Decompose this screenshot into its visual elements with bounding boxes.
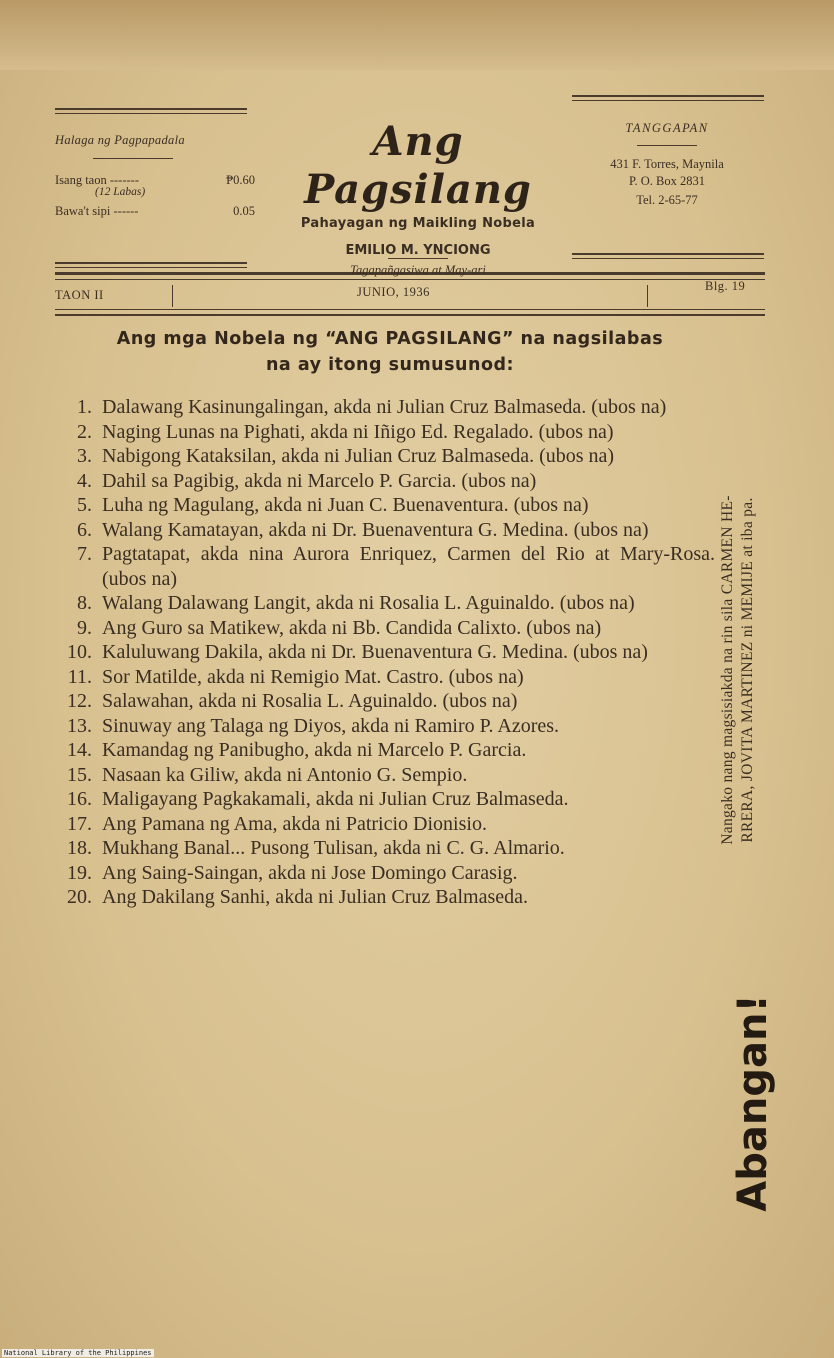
- issue-year: TAON II: [55, 288, 104, 302]
- header-rule-left-bottom: [55, 262, 247, 264]
- item-text: Ang Saing-Saingan, akda ni Jose Domingo Carasig.: [102, 861, 518, 884]
- list-item: [55, 640, 715, 665]
- library-credit: National Library of the Philippines: [4, 1349, 152, 1357]
- side-note-line-1: Nangako nang magsisiakda na rin sila CARMEN HE-: [719, 495, 736, 845]
- item-text: Walang Dalawang Langit, akda ni Rosalia L. Aguinaldo. (ubos na): [102, 592, 635, 614]
- item-number: 2.: [77, 420, 92, 443]
- list-item: [55, 493, 715, 518]
- office-block: [572, 121, 762, 209]
- list-item: [55, 763, 715, 788]
- item-text: Maligayang Pagkakamali, akda ni Julian Cruz Balmaseda.: [102, 788, 569, 810]
- issue-date: JUNIO, 1936: [357, 285, 430, 299]
- item-number: 4.: [77, 469, 92, 492]
- list-item: [55, 469, 715, 494]
- item-text: Sinuway ang Talaga ng Diyos, akda ni Ramiro P. Azores.: [102, 714, 560, 737]
- item-number: 13.: [67, 714, 92, 737]
- list-item: [55, 714, 715, 739]
- pricing-divider: [93, 158, 173, 159]
- header-rule-left-top-2: [55, 113, 247, 114]
- masthead-editor-role: Tagapañgasiwa at May-ari: [350, 263, 486, 277]
- list-item: [55, 444, 715, 469]
- list-item: [55, 787, 715, 812]
- list-heading-line-1: Ang mga Nobela ng “ANG PAGSILANG” na nagsilabas: [116, 329, 664, 349]
- item-number: 10.: [67, 641, 92, 663]
- item-text: Mukhang Banal... Pusong Tulisan, akda ni C. G. Almario.: [102, 837, 565, 859]
- novel-list: [55, 395, 715, 910]
- office-phone: Tel. 2-65-77: [636, 193, 698, 207]
- issue-separator: [647, 285, 648, 307]
- masthead-title: Ang Pagsilang: [304, 118, 532, 213]
- item-text: Ang Dakilang Sanhi, akda ni Julian Cruz Balmaseda.: [102, 886, 529, 908]
- header-rule-left-bottom-2: [55, 267, 247, 268]
- item-text: Pagtatapat, akda nina Aurora Enriquez, Carmen del Rio at Mary-Rosa. (ubos na): [102, 543, 715, 590]
- header-rule-right-bottom: [572, 253, 764, 255]
- item-number: 3.: [77, 445, 92, 467]
- list-item: [55, 812, 715, 837]
- header-rule-left-top: [55, 108, 247, 110]
- header-rule-right-top: [572, 95, 764, 97]
- item-text: Nasaan ka Giliw, akda ni Antonio G. Sempio.: [102, 763, 468, 786]
- list-item: [55, 591, 715, 616]
- issue-rule-bottom-2: [55, 314, 765, 316]
- side-note-line-2: RRERA, JOVITA MARTINEZ ni MEMIJE at iba pa.: [739, 497, 756, 843]
- issue-separator: [172, 285, 173, 307]
- price-row-copy: [55, 204, 255, 219]
- masthead-divider: [388, 258, 448, 259]
- item-number: 6.: [77, 518, 92, 541]
- office-title: TANGGAPAN: [625, 121, 709, 135]
- abangan-banner: Abangan!: [730, 994, 776, 1212]
- item-number: 12.: [67, 690, 92, 712]
- item-text: Walang Kamatayan, akda ni Dr. Buenaventura G. Medina. (ubos na): [102, 518, 649, 541]
- item-number: 18.: [67, 837, 92, 859]
- item-number: 20.: [67, 886, 92, 908]
- list-item: [55, 738, 715, 763]
- masthead: [258, 118, 578, 278]
- item-text: Luha ng Magulang, akda ni Juan C. Buenaventura. (ubos na): [102, 494, 589, 516]
- item-text: Ang Pamana ng Ama, akda ni Patricio Dionisio.: [102, 812, 487, 835]
- item-text: Sor Matilde, akda ni Remigio Mat. Castro. (ubos na): [102, 665, 524, 688]
- price-label: Isang taon -------: [55, 173, 139, 187]
- list-item: [55, 542, 715, 591]
- list-item: [55, 518, 715, 543]
- price-value: 0.05: [233, 204, 255, 218]
- issue-rule-top-2: [55, 279, 765, 280]
- item-number: 5.: [77, 494, 92, 516]
- item-number: 7.: [77, 543, 92, 565]
- item-number: 17.: [67, 812, 92, 835]
- item-text: Nabigong Kataksilan, akda ni Julian Cruz Balmaseda. (ubos na): [102, 445, 615, 467]
- list-item: [55, 836, 715, 861]
- side-note: [718, 400, 762, 940]
- item-text: Dalawang Kasinungalingan, akda ni Julian Cruz Balmaseda. (ubos na): [102, 396, 667, 418]
- page-top-edge: [0, 0, 834, 70]
- list-item: [55, 665, 715, 690]
- price-label: Bawa't sipi ------: [55, 204, 139, 218]
- item-text: Ang Guro sa Matikew, akda ni Bb. Candida Calixto. (ubos na): [102, 616, 602, 639]
- list-heading: [40, 326, 740, 378]
- list-item: [55, 885, 715, 910]
- item-text: Salawahan, akda ni Rosalia L. Aguinaldo. (ubos na): [102, 690, 518, 712]
- item-number: 1.: [77, 396, 92, 418]
- list-item: [55, 395, 715, 420]
- price-value: ₱0.60: [226, 173, 255, 187]
- list-item: [55, 616, 715, 641]
- issue-number: Blg. 19: [705, 279, 746, 293]
- list-heading-line-2: na ay itong sumusunod:: [265, 355, 515, 375]
- header-rule-right-bottom-2: [572, 258, 764, 259]
- item-number: 16.: [67, 788, 92, 810]
- office-divider: [637, 145, 697, 146]
- list-item: [55, 689, 715, 714]
- masthead-editor: EMILIO M. YNCIONG: [345, 243, 491, 258]
- item-number: 15.: [67, 763, 92, 786]
- issue-rule-bottom: [55, 309, 765, 310]
- pricing-title: Halaga ng Pagpapadala: [55, 133, 185, 147]
- issue-row: [55, 279, 765, 309]
- item-number: 14.: [67, 739, 92, 761]
- item-number: 11.: [67, 665, 92, 688]
- item-text: Kamandag ng Panibugho, akda ni Marcelo P. Garcia.: [102, 739, 527, 761]
- item-text: Dahil sa Pagibig, akda ni Marcelo P. Garcia. (ubos na): [102, 469, 537, 492]
- list-item: [55, 861, 715, 886]
- office-pobox: P. O. Box 2831: [628, 174, 706, 188]
- pricing-block: [55, 133, 255, 219]
- item-number: 19.: [67, 861, 92, 884]
- item-text: Naging Lunas na Pighati, akda ni Iñigo Ed. Regalado. (ubos na): [102, 420, 614, 443]
- item-text: Kaluluwang Dakila, akda ni Dr. Buenaventura G. Medina. (ubos na): [102, 641, 648, 663]
- office-address: 431 F. Torres, Maynila: [610, 157, 724, 171]
- masthead-subtitle: Pahayagan ng Maikling Nobela: [300, 216, 536, 231]
- header-rule-right-top-2: [572, 100, 764, 101]
- item-number: 9.: [77, 616, 92, 639]
- item-number: 8.: [77, 592, 92, 614]
- price-note: (12 Labas): [95, 186, 146, 198]
- list-item: [55, 420, 715, 445]
